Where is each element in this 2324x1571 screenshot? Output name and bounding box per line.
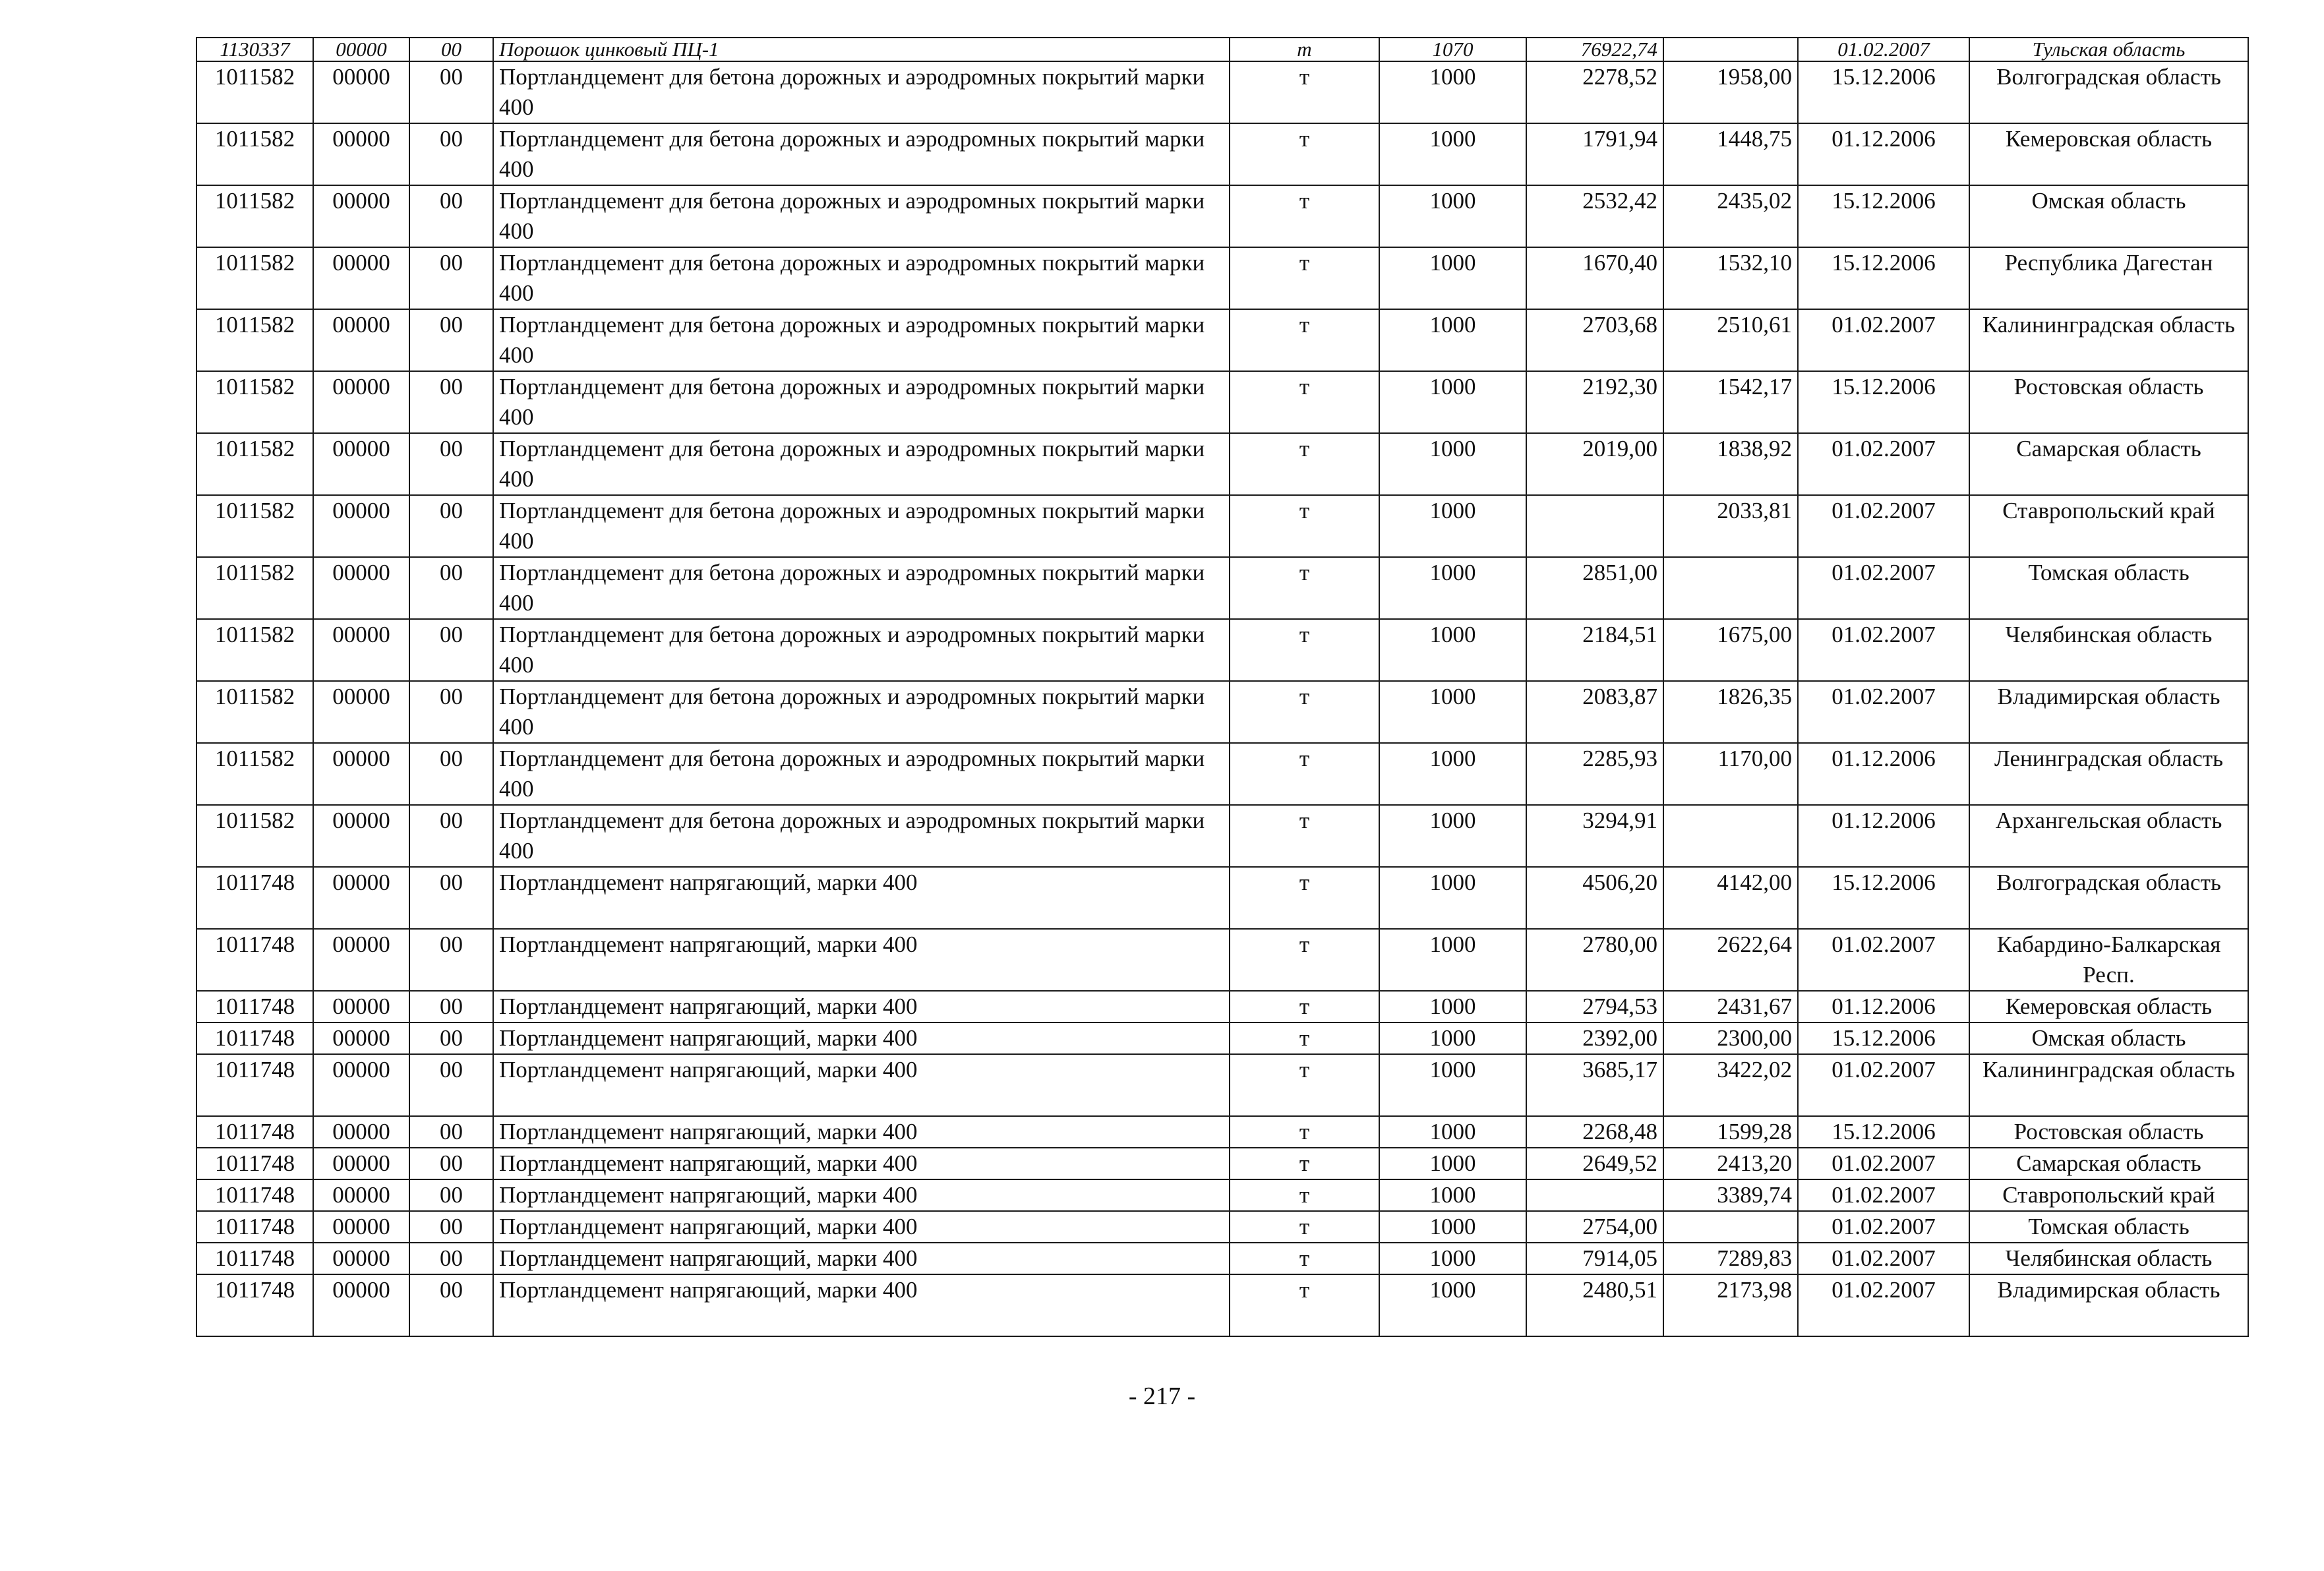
product-name-cell: Портландцемент для бетона дорожных и аэродромных покрытий марки 400 [493, 681, 1230, 743]
date-cell: 01.02.2007 [1798, 1274, 1969, 1336]
kind-code-cell: 00 [409, 247, 493, 309]
kind-code-cell: 00 [409, 309, 493, 371]
unit-cell: т [1230, 371, 1379, 433]
quantity-cell: 1000 [1379, 495, 1526, 557]
table-row [196, 247, 2248, 309]
date-cell: 01.02.2007 [1798, 433, 1969, 495]
price-cell [1526, 495, 1663, 557]
unit-cell: т [1230, 61, 1379, 123]
product-name-cell: Портландцемент напрягающий, марки 400 [493, 1116, 1230, 1148]
region-cell: Челябинская область [1969, 619, 2248, 681]
quantity-cell: 1000 [1379, 1148, 1526, 1179]
date-cell: 15.12.2006 [1798, 1116, 1969, 1148]
product-code-cell: 1011582 [196, 371, 313, 433]
region-cell: Ростовская область [1969, 371, 2248, 433]
table-row [196, 1243, 2248, 1274]
product-name-cell: Портландцемент напрягающий, марки 400 [493, 1148, 1230, 1179]
product-code-cell: 1011582 [196, 619, 313, 681]
product-code-cell: 1011748 [196, 1243, 313, 1274]
price-cell: 2184,51 [1526, 619, 1663, 681]
unit-cell: т [1230, 38, 1379, 61]
kind-code-cell: 00 [409, 805, 493, 867]
price-alt-cell: 1542,17 [1663, 371, 1798, 433]
product-code-cell: 1011582 [196, 805, 313, 867]
quantity-cell: 1000 [1379, 929, 1526, 991]
date-cell: 15.12.2006 [1798, 247, 1969, 309]
price-cell: 2392,00 [1526, 1023, 1663, 1054]
price-alt-cell: 2173,98 [1663, 1274, 1798, 1336]
subcode-cell: 00000 [313, 1116, 409, 1148]
region-cell: Тульская область [1969, 38, 2248, 61]
table-row [196, 867, 2248, 929]
quantity-cell: 1000 [1379, 991, 1526, 1023]
kind-code-cell: 00 [409, 123, 493, 185]
product-code-cell: 1011748 [196, 929, 313, 991]
price-cell: 2532,42 [1526, 185, 1663, 247]
quantity-cell: 1000 [1379, 1054, 1526, 1116]
price-cell: 2703,68 [1526, 309, 1663, 371]
table-row [196, 1054, 2248, 1116]
unit-cell: т [1230, 1148, 1379, 1179]
unit-cell: т [1230, 495, 1379, 557]
product-name-cell: Портландцемент для бетона дорожных и аэродромных покрытий марки 400 [493, 619, 1230, 681]
table-row [196, 805, 2248, 867]
price-alt-cell [1663, 805, 1798, 867]
product-code-cell: 1011748 [196, 1054, 313, 1116]
table-row [196, 123, 2248, 185]
kind-code-cell: 00 [409, 991, 493, 1023]
product-code-cell: 1011748 [196, 991, 313, 1023]
table-row [196, 681, 2248, 743]
region-cell: Кемеровская область [1969, 123, 2248, 185]
table-row [196, 185, 2248, 247]
quantity-cell: 1000 [1379, 681, 1526, 743]
product-name-cell: Портландцемент для бетона дорожных и аэродромных покрытий марки 400 [493, 743, 1230, 805]
region-cell: Владимирская область [1969, 1274, 2248, 1336]
quantity-cell: 1000 [1379, 433, 1526, 495]
price-alt-cell: 2510,61 [1663, 309, 1798, 371]
subcode-cell: 00000 [313, 1023, 409, 1054]
quantity-cell: 1000 [1379, 1179, 1526, 1211]
date-cell: 15.12.2006 [1798, 61, 1969, 123]
quantity-cell: 1000 [1379, 557, 1526, 619]
price-cell: 2083,87 [1526, 681, 1663, 743]
date-cell: 01.02.2007 [1798, 557, 1969, 619]
price-alt-cell: 1448,75 [1663, 123, 1798, 185]
price-cell: 7914,05 [1526, 1243, 1663, 1274]
region-cell: Ростовская область [1969, 1116, 2248, 1148]
region-cell: Волгоградская область [1969, 867, 2248, 929]
price-alt-cell: 2300,00 [1663, 1023, 1798, 1054]
kind-code-cell: 00 [409, 185, 493, 247]
quantity-cell: 1000 [1379, 805, 1526, 867]
price-cell: 2285,93 [1526, 743, 1663, 805]
quantity-cell: 1000 [1379, 371, 1526, 433]
price-alt-cell: 2413,20 [1663, 1148, 1798, 1179]
price-alt-cell: 1170,00 [1663, 743, 1798, 805]
price-table [196, 37, 2249, 1337]
region-cell: Самарская область [1969, 433, 2248, 495]
unit-cell: т [1230, 557, 1379, 619]
subcode-cell: 00000 [313, 433, 409, 495]
product-code-cell: 1011582 [196, 309, 313, 371]
product-name-cell: Портландцемент напрягающий, марки 400 [493, 1179, 1230, 1211]
subcode-cell: 00000 [313, 1179, 409, 1211]
unit-cell: т [1230, 619, 1379, 681]
table-row [196, 1023, 2248, 1054]
region-cell: Омская область [1969, 1023, 2248, 1054]
date-cell: 01.02.2007 [1798, 1179, 1969, 1211]
subcode-cell: 00000 [313, 309, 409, 371]
region-cell: Архангельская область [1969, 805, 2248, 867]
kind-code-cell: 00 [409, 1211, 493, 1243]
unit-cell: т [1230, 1211, 1379, 1243]
price-table-body [196, 38, 2248, 1336]
date-cell: 01.02.2007 [1798, 681, 1969, 743]
price-cell: 2480,51 [1526, 1274, 1663, 1336]
kind-code-cell: 00 [409, 1148, 493, 1179]
subcode-cell: 00000 [313, 557, 409, 619]
price-alt-cell: 2033,81 [1663, 495, 1798, 557]
kind-code-cell: 00 [409, 371, 493, 433]
price-alt-cell: 7289,83 [1663, 1243, 1798, 1274]
product-name-cell: Портландцемент для бетона дорожных и аэродромных покрытий марки 400 [493, 495, 1230, 557]
price-cell: 3294,91 [1526, 805, 1663, 867]
subcode-cell: 00000 [313, 805, 409, 867]
product-name-cell: Портландцемент для бетона дорожных и аэродромных покрытий марки 400 [493, 123, 1230, 185]
subcode-cell: 00000 [313, 185, 409, 247]
product-code-cell: 1011582 [196, 681, 313, 743]
product-name-cell: Портландцемент для бетона дорожных и аэродромных покрытий марки 400 [493, 61, 1230, 123]
product-code-cell: 1011582 [196, 123, 313, 185]
product-code-cell: 1011748 [196, 1116, 313, 1148]
kind-code-cell: 00 [409, 1274, 493, 1336]
product-name-cell: Портландцемент напрягающий, марки 400 [493, 991, 1230, 1023]
price-alt-cell: 4142,00 [1663, 867, 1798, 929]
product-name-cell: Портландцемент напрягающий, марки 400 [493, 1054, 1230, 1116]
subcode-cell: 00000 [313, 991, 409, 1023]
product-name-cell: Портландцемент для бетона дорожных и аэродромных покрытий марки 400 [493, 433, 1230, 495]
date-cell: 01.12.2006 [1798, 805, 1969, 867]
region-cell: Республика Дагестан [1969, 247, 2248, 309]
region-cell: Ленинградская область [1969, 743, 2248, 805]
date-cell: 01.02.2007 [1798, 1211, 1969, 1243]
product-code-cell: 1011748 [196, 1274, 313, 1336]
product-name-cell: Портландцемент для бетона дорожных и аэродромных покрытий марки 400 [493, 805, 1230, 867]
region-cell: Кабардино-Балкарская Респ. [1969, 929, 2248, 991]
price-cell: 2851,00 [1526, 557, 1663, 619]
subcode-cell: 00000 [313, 1243, 409, 1274]
table-row [196, 38, 2248, 61]
region-cell: Владимирская область [1969, 681, 2248, 743]
product-code-cell: 1011582 [196, 743, 313, 805]
quantity-cell: 1000 [1379, 1274, 1526, 1336]
table-row [196, 61, 2248, 123]
product-name-cell: Портландцемент для бетона дорожных и аэродромных покрытий марки 400 [493, 247, 1230, 309]
table-row [196, 743, 2248, 805]
unit-cell: т [1230, 991, 1379, 1023]
subcode-cell: 00000 [313, 867, 409, 929]
subcode-cell: 00000 [313, 1274, 409, 1336]
date-cell: 01.02.2007 [1798, 38, 1969, 61]
product-code-cell: 1011748 [196, 1179, 313, 1211]
product-code-cell: 1011582 [196, 433, 313, 495]
product-name-cell: Портландцемент напрягающий, марки 400 [493, 1274, 1230, 1336]
date-cell: 01.02.2007 [1798, 1148, 1969, 1179]
date-cell: 01.02.2007 [1798, 619, 1969, 681]
product-name-cell: Портландцемент для бетона дорожных и аэродромных покрытий марки 400 [493, 557, 1230, 619]
kind-code-cell: 00 [409, 557, 493, 619]
quantity-cell: 1000 [1379, 1243, 1526, 1274]
table-row [196, 1148, 2248, 1179]
table-row [196, 557, 2248, 619]
date-cell: 15.12.2006 [1798, 1023, 1969, 1054]
kind-code-cell: 00 [409, 929, 493, 991]
subcode-cell: 00000 [313, 38, 409, 61]
unit-cell: т [1230, 1243, 1379, 1274]
date-cell: 01.12.2006 [1798, 123, 1969, 185]
price-cell: 76922,74 [1526, 38, 1663, 61]
price-alt-cell [1663, 38, 1798, 61]
table-row [196, 371, 2248, 433]
quantity-cell: 1000 [1379, 309, 1526, 371]
region-cell: Омская область [1969, 185, 2248, 247]
price-alt-cell: 1958,00 [1663, 61, 1798, 123]
date-cell: 01.02.2007 [1798, 309, 1969, 371]
unit-cell: т [1230, 123, 1379, 185]
price-cell: 2268,48 [1526, 1116, 1663, 1148]
unit-cell: т [1230, 247, 1379, 309]
price-alt-cell: 2431,67 [1663, 991, 1798, 1023]
kind-code-cell: 00 [409, 743, 493, 805]
quantity-cell: 1000 [1379, 619, 1526, 681]
subcode-cell: 00000 [313, 495, 409, 557]
date-cell: 01.02.2007 [1798, 1054, 1969, 1116]
region-cell: Челябинская область [1969, 1243, 2248, 1274]
date-cell: 01.02.2007 [1798, 929, 1969, 991]
price-cell: 2794,53 [1526, 991, 1663, 1023]
product-name-cell: Портландцемент напрягающий, марки 400 [493, 929, 1230, 991]
price-cell: 1670,40 [1526, 247, 1663, 309]
product-name-cell: Портландцемент напрягающий, марки 400 [493, 1211, 1230, 1243]
price-alt-cell [1663, 1211, 1798, 1243]
price-cell: 2019,00 [1526, 433, 1663, 495]
kind-code-cell: 00 [409, 681, 493, 743]
kind-code-cell: 00 [409, 38, 493, 61]
date-cell: 15.12.2006 [1798, 867, 1969, 929]
date-cell: 01.12.2006 [1798, 991, 1969, 1023]
subcode-cell: 00000 [313, 1054, 409, 1116]
product-code-cell: 1011582 [196, 61, 313, 123]
unit-cell: т [1230, 929, 1379, 991]
date-cell: 15.12.2006 [1798, 185, 1969, 247]
table-row [196, 1211, 2248, 1243]
table-row [196, 619, 2248, 681]
table-row [196, 495, 2248, 557]
quantity-cell: 1000 [1379, 1211, 1526, 1243]
subcode-cell: 00000 [313, 1148, 409, 1179]
subcode-cell: 00000 [313, 929, 409, 991]
kind-code-cell: 00 [409, 1179, 493, 1211]
price-alt-cell: 1826,35 [1663, 681, 1798, 743]
kind-code-cell: 00 [409, 867, 493, 929]
subcode-cell: 00000 [313, 371, 409, 433]
price-cell: 2192,30 [1526, 371, 1663, 433]
product-name-cell: Портландцемент напрягающий, марки 400 [493, 1243, 1230, 1274]
quantity-cell: 1000 [1379, 123, 1526, 185]
product-code-cell: 1011748 [196, 1211, 313, 1243]
kind-code-cell: 00 [409, 619, 493, 681]
price-alt-cell: 1532,10 [1663, 247, 1798, 309]
region-cell: Томская область [1969, 557, 2248, 619]
quantity-cell: 1000 [1379, 867, 1526, 929]
product-name-cell: Порошок цинковый ПЦ-1 [493, 38, 1230, 61]
table-row [196, 309, 2248, 371]
product-code-cell: 1011582 [196, 247, 313, 309]
quantity-cell: 1070 [1379, 38, 1526, 61]
region-cell: Калининградская область [1969, 309, 2248, 371]
date-cell: 01.02.2007 [1798, 495, 1969, 557]
price-alt-cell: 2435,02 [1663, 185, 1798, 247]
unit-cell: т [1230, 1116, 1379, 1148]
price-alt-cell: 2622,64 [1663, 929, 1798, 991]
kind-code-cell: 00 [409, 433, 493, 495]
table-row [196, 1116, 2248, 1148]
region-cell: Самарская область [1969, 1148, 2248, 1179]
product-code-cell: 1011582 [196, 557, 313, 619]
product-name-cell: Портландцемент напрягающий, марки 400 [493, 867, 1230, 929]
quantity-cell: 1000 [1379, 185, 1526, 247]
product-code-cell: 1011748 [196, 1023, 313, 1054]
region-cell: Томская область [1969, 1211, 2248, 1243]
product-name-cell: Портландцемент напрягающий, марки 400 [493, 1023, 1230, 1054]
region-cell: Ставропольский край [1969, 1179, 2248, 1211]
kind-code-cell: 00 [409, 1116, 493, 1148]
subcode-cell: 00000 [313, 743, 409, 805]
unit-cell: т [1230, 433, 1379, 495]
region-cell: Калининградская область [1969, 1054, 2248, 1116]
price-cell: 4506,20 [1526, 867, 1663, 929]
product-code-cell: 1130337 [196, 38, 313, 61]
page-number: - 217 - [1128, 1382, 1196, 1410]
date-cell: 01.02.2007 [1798, 1243, 1969, 1274]
product-code-cell: 1011582 [196, 495, 313, 557]
product-name-cell: Портландцемент для бетона дорожных и аэродромных покрытий марки 400 [493, 371, 1230, 433]
kind-code-cell: 00 [409, 1054, 493, 1116]
unit-cell: т [1230, 309, 1379, 371]
price-alt-cell: 3422,02 [1663, 1054, 1798, 1116]
kind-code-cell: 00 [409, 1023, 493, 1054]
table-row [196, 1274, 2248, 1336]
quantity-cell: 1000 [1379, 61, 1526, 123]
price-cell: 2780,00 [1526, 929, 1663, 991]
kind-code-cell: 00 [409, 495, 493, 557]
subcode-cell: 00000 [313, 247, 409, 309]
unit-cell: т [1230, 681, 1379, 743]
price-cell: 1791,94 [1526, 123, 1663, 185]
price-cell: 2649,52 [1526, 1148, 1663, 1179]
unit-cell: т [1230, 1054, 1379, 1116]
region-cell: Волгоградская область [1969, 61, 2248, 123]
date-cell: 15.12.2006 [1798, 371, 1969, 433]
unit-cell: т [1230, 1023, 1379, 1054]
price-cell [1526, 1179, 1663, 1211]
price-cell: 2754,00 [1526, 1211, 1663, 1243]
table-row [196, 991, 2248, 1023]
subcode-cell: 00000 [313, 619, 409, 681]
kind-code-cell: 00 [409, 1243, 493, 1274]
product-code-cell: 1011748 [196, 1148, 313, 1179]
kind-code-cell: 00 [409, 61, 493, 123]
unit-cell: т [1230, 1274, 1379, 1336]
price-alt-cell: 1675,00 [1663, 619, 1798, 681]
price-alt-cell: 1838,92 [1663, 433, 1798, 495]
subcode-cell: 00000 [313, 1211, 409, 1243]
unit-cell: т [1230, 185, 1379, 247]
subcode-cell: 00000 [313, 61, 409, 123]
price-cell: 3685,17 [1526, 1054, 1663, 1116]
price-alt-cell [1663, 557, 1798, 619]
price-alt-cell: 3389,74 [1663, 1179, 1798, 1211]
product-code-cell: 1011582 [196, 185, 313, 247]
subcode-cell: 00000 [313, 123, 409, 185]
product-name-cell: Портландцемент для бетона дорожных и аэродромных покрытий марки 400 [493, 309, 1230, 371]
table-row [196, 1179, 2248, 1211]
unit-cell: т [1230, 1179, 1379, 1211]
subcode-cell: 00000 [313, 681, 409, 743]
quantity-cell: 1000 [1379, 743, 1526, 805]
region-cell: Ставропольский край [1969, 495, 2248, 557]
quantity-cell: 1000 [1379, 247, 1526, 309]
unit-cell: т [1230, 867, 1379, 929]
unit-cell: т [1230, 743, 1379, 805]
quantity-cell: 1000 [1379, 1023, 1526, 1054]
product-code-cell: 1011748 [196, 867, 313, 929]
table-row [196, 929, 2248, 991]
price-alt-cell: 1599,28 [1663, 1116, 1798, 1148]
table-row [196, 433, 2248, 495]
price-cell: 2278,52 [1526, 61, 1663, 123]
region-cell: Кемеровская область [1969, 991, 2248, 1023]
quantity-cell: 1000 [1379, 1116, 1526, 1148]
date-cell: 01.12.2006 [1798, 743, 1969, 805]
unit-cell: т [1230, 805, 1379, 867]
product-name-cell: Портландцемент для бетона дорожных и аэродромных покрытий марки 400 [493, 185, 1230, 247]
